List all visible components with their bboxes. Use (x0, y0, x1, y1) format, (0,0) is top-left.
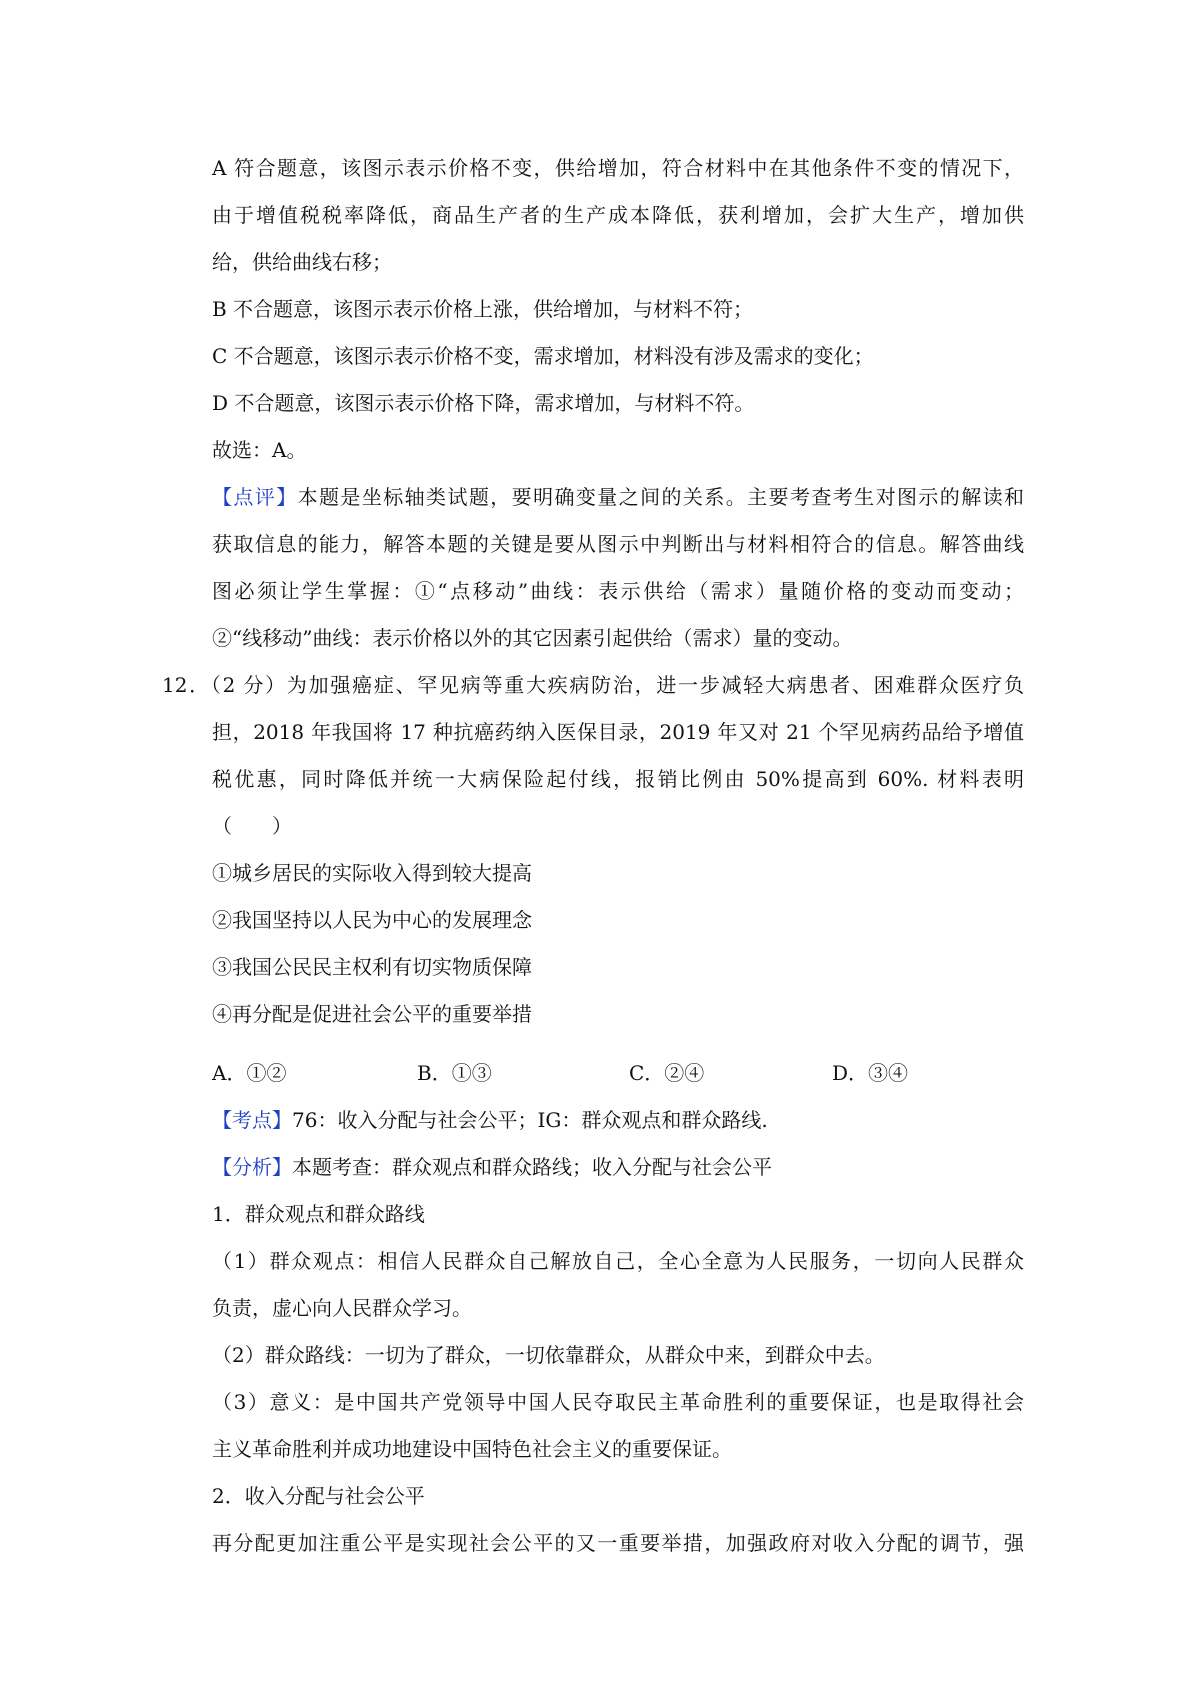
question-12-line-1: 12．（2 分）为加强癌症、罕见病等重大疾病防治，进一步减轻大病患者、困难群众医疗负 (162, 673, 1024, 697)
comment-line-4: ②“线移动”曲线：表示价格以外的其它因素引起供给（需求）量的变动。 (212, 626, 853, 650)
analysis-b: B 不合题意，该图示表示价格上涨，供给增加，与材料不符； (212, 297, 754, 321)
option-b: B．①③ (417, 1061, 492, 1085)
option-a: A．①② (212, 1061, 287, 1085)
section-2-title: 2．收入分配与社会公平 (212, 1484, 425, 1508)
analysis-a-line-1: A 符合题意，该图示表示价格不变，供给增加，符合材料中在其他条件不变的情况下， (212, 156, 1024, 180)
answer-options (212, 1059, 932, 1087)
kaodian-tag: 【考点】 (212, 1108, 292, 1132)
statement-2: ②我国坚持以人民为中心的发展理念 (212, 908, 532, 932)
fenxi-p1-line-2: 负责，虚心向人民群众学习。 (212, 1296, 472, 1320)
comment-text-1: 本题是坐标轴类试题，要明确变量之间的关系。主要考查考生对图示的解读和 (297, 485, 1025, 509)
kaodian-line (212, 1106, 768, 1134)
analysis-d: D 不合题意，该图示表示价格下降，需求增加，与材料不符。 (212, 391, 755, 415)
comment-line-1 (212, 483, 1024, 511)
statement-1: ①城乡居民的实际收入得到较大提高 (212, 861, 532, 885)
fenxi-p3-line-1: （3）意义：是中国共产党领导中国人民夺取民主革命胜利的重要保证，也是取得社会 (212, 1390, 1024, 1414)
fenxi-p3-line-2: 主义革命胜利并成功地建设中国特色社会主义的重要保证。 (212, 1437, 732, 1461)
kaodian-text: 76：收入分配与社会公平；IG：群众观点和群众路线. (292, 1108, 768, 1132)
answer-line: 故选：A。 (212, 438, 307, 462)
section-1-title: 1．群众观点和群众路线 (212, 1202, 425, 1226)
question-12-line-3: 税优惠，同时降低并统一大病保险起付线，报销比例由 50%提高到 60%. 材料表明 (212, 767, 1024, 791)
fenxi-tag: 【分析】 (212, 1155, 292, 1179)
comment-tag: 【点评】 (212, 485, 298, 509)
fenxi-line (212, 1153, 772, 1181)
fenxi-text: 本题考查：群众观点和群众路线；收入分配与社会公平 (292, 1155, 772, 1179)
fenxi-p1-line-1: （1）群众观点：相信人民群众自己解放自己，全心全意为人民服务，一切向人民群众 (212, 1249, 1024, 1273)
fenxi-p2: （2）群众路线：一切为了群众，一切依靠群众，从群众中来，到群众中去。 (212, 1343, 885, 1367)
fenxi-p4: 再分配更加注重公平是实现社会公平的又一重要举措，加强政府对收入分配的调节，强 (212, 1531, 1024, 1555)
question-12-blank: （ ） (212, 814, 292, 838)
question-12-line-2: 担，2018 年我国将 17 种抗癌药纳入医保目录，2019 年又对 21 个罕见病药品给予增值 (212, 720, 1024, 744)
comment-line-3: 图必须让学生掌握：①“点移动”曲线：表示供给（需求）量随价格的变动而变动； (212, 579, 1024, 603)
statement-3: ③我国公民民主权利有切实物质保障 (212, 955, 532, 979)
option-d: D．③④ (832, 1061, 909, 1085)
comment-line-2: 获取信息的能力，解答本题的关键是要从图示中判断出与材料相符合的信息。解答曲线 (212, 532, 1024, 556)
analysis-a-line-3: 给，供给曲线右移； (212, 250, 392, 274)
analysis-a-line-2: 由于增值税税率降低，商品生产者的生产成本降低，获利增加，会扩大生产，增加供 (212, 203, 1024, 227)
statement-4: ④再分配是促进社会公平的重要举措 (212, 1002, 532, 1026)
option-c: C．②④ (629, 1061, 705, 1085)
analysis-c: C 不合题意，该图示表示价格不变，需求增加，材料没有涉及需求的变化； (212, 344, 874, 368)
